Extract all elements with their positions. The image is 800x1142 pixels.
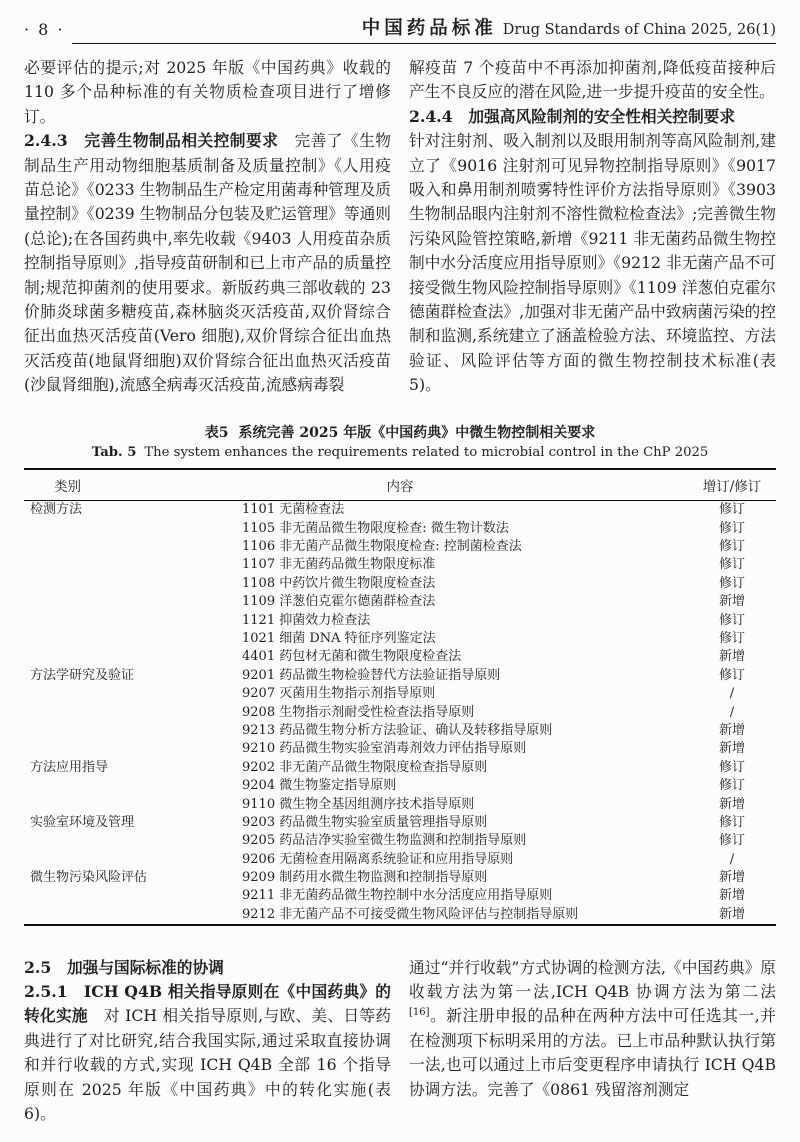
category-cell: [24, 887, 242, 905]
content-cell: 9208 生物指示剂耐受性检查法指导原则: [242, 704, 475, 720]
table-row: [24, 611, 776, 629]
category-cell: [24, 519, 242, 537]
table-row: [24, 593, 776, 611]
text-run: 完善了《生物制品生产用动物细胞基质制备及质量控制》《人用疫苗总论》《0233 生物制品生产检定用菌毒种管理及质量控制》《0239 生物制品分包装及贮运管理》等通则(总论);在各国药典中,率先收载《9403 人用疫苗杂质控制指导原则》,指导疫苗研制和已上市产品的质量控制;规范抑菌剂的使用要求。新版药典三部收载的 23 价肺炎球菌多糖疫苗,森林脑炎灭活疫苗,双价肾综合征出血热灭活疫苗(Vero 细胞),双价肾综合征出血热灭活疫苗(地鼠肾细胞)双价肾综合征出血热灭活疫苗(沙鼠肾细胞),流感全病毒灭活疫苗,流感病毒裂: [24, 131, 391, 395]
table-row: [24, 869, 776, 887]
table5-label-en: Tab. 5: [91, 444, 137, 460]
column-header-category: 类别: [24, 469, 242, 501]
table-row: [24, 777, 776, 795]
journal-title-cn: 中国药品标准: [361, 18, 497, 39]
table-row: [24, 537, 776, 555]
status-cell: 修订: [718, 557, 745, 573]
bottom-right-column: [409, 956, 776, 1127]
category-cell: [24, 777, 242, 795]
content-cell: 9207 灭菌用生物指示剂指导原则: [242, 686, 436, 702]
category-cell: 检测方法: [30, 502, 83, 518]
table-row: [24, 685, 776, 703]
table-row: [24, 629, 776, 647]
category-cell: [24, 795, 242, 813]
table-row: [24, 832, 776, 850]
content-cell: 9213 药品微生物分析方法验证、确认及转移指导原则: [242, 722, 553, 738]
category-cell: [24, 832, 242, 850]
category-cell: [24, 556, 242, 574]
table-row: [24, 519, 776, 537]
content-cell: 1021 细菌 DNA 特征序列鉴定法: [242, 631, 436, 647]
content-cell: 9206 无菌检查用隔离系统验证和应用指导原则: [242, 851, 514, 867]
top-text-section: [24, 56, 776, 398]
status-cell: 新增: [718, 906, 745, 922]
table-row: [24, 574, 776, 592]
category-cell: 方法学研究及验证: [30, 667, 135, 683]
status-cell: 修订: [718, 814, 745, 830]
bottom-text-section: [24, 956, 776, 1127]
paragraph: [24, 956, 391, 980]
table-row: [24, 666, 776, 684]
status-cell: 修订: [718, 502, 745, 518]
table-row: [24, 813, 776, 831]
status-cell: 新增: [718, 594, 745, 610]
section-heading-run: 2.5 加强与国际标准的协调: [24, 957, 224, 977]
section-heading-run: 2.4.3 完善生物制品相关控制要求: [24, 131, 279, 151]
status-cell: 修订: [718, 778, 745, 794]
status-cell: 修订: [718, 520, 745, 536]
category-cell: [24, 685, 242, 703]
category-cell: 微生物污染风险评估: [30, 870, 148, 886]
content-cell: 1105 非无菌品微生物限度检查: 微生物计数法: [242, 520, 509, 536]
paragraph: [409, 105, 776, 398]
status-cell: 修订: [718, 612, 745, 628]
category-cell: [24, 593, 242, 611]
category-cell: [24, 537, 242, 555]
table-row: [24, 721, 776, 739]
category-cell: 实验室环境及管理: [30, 814, 135, 830]
text-run: 。新注册申报的品种在两种方法中可任选其一,并在检测项下标明采用的方法。已上市品种默认执行第一法,也可以通过上市后变更程序申请执行 ICH Q4B 协调方法。完善了《0861 残留溶剂测定: [409, 1006, 776, 1099]
category-cell: [24, 850, 242, 868]
section-heading-run: 2.5.1 ICH Q4B 相关指导原则在《中国药典》的转化实施: [24, 982, 391, 1026]
content-cell: 1107 非无菌药品微生物限度标准: [242, 557, 436, 573]
table5-caption-en-text: The system enhances the requirements related to microbial control in the ChP 2025: [144, 444, 709, 460]
running-head: [24, 14, 776, 44]
content-cell: 1121 抑菌效力检查法: [242, 612, 371, 628]
table-header-row: [24, 469, 776, 501]
category-cell: [24, 703, 242, 721]
status-cell: 修订: [718, 631, 745, 647]
category-cell: 方法应用指导: [30, 759, 109, 775]
text-run: 必要评估的提示;对 2025 年版《中国药典》收载的 110 多个品种标准的有关物质检查项目进行了增修订。: [24, 58, 391, 126]
status-cell: 新增: [718, 796, 745, 812]
status-cell: 修订: [718, 575, 745, 591]
status-cell: 修订: [718, 667, 745, 683]
table-row: [24, 850, 776, 868]
status-cell: 新增: [718, 649, 745, 665]
content-cell: 9203 药品微生物实验室质量管理指导原则: [242, 814, 488, 830]
table5-header: [24, 469, 776, 501]
journal-title-en: Drug Standards of China 2025, 26(1): [502, 22, 776, 38]
content-cell: 9210 药品微生物实验室消毒剂效力评估指导原则: [242, 741, 527, 757]
category-cell: [24, 574, 242, 592]
table5-label-cn: 表5: [204, 424, 229, 441]
content-cell: 1109 洋葱伯克霍尔德菌群检查法: [242, 594, 436, 610]
content-cell: 9204 微生物鉴定指导原则: [242, 778, 397, 794]
content-cell: 4401 药包材无菌和微生物限度检查法: [242, 649, 462, 665]
text-run: 对 ICH 相关指导原则,与欧、美、日等药典进行了对比研究,结合我国实际,通过采取直接协调和并行收载的方式,实现 ICH Q4B 全部 16 个指导原则在 2025 年版《中国药典》中的转化实施(表6)。: [24, 1006, 392, 1124]
table-row: [24, 795, 776, 813]
top-left-column: [24, 56, 391, 398]
status-cell: 修订: [718, 759, 745, 775]
status-cell: /: [729, 704, 735, 720]
table-row: [24, 648, 776, 666]
status-cell: 新增: [718, 888, 745, 904]
content-cell: 9212 非无菌产品不可接受微生物风险评估与控制指导原则: [242, 906, 579, 922]
table5-section: [24, 422, 776, 926]
content-cell: 9202 非无菌产品微生物限度检查指导原则: [242, 759, 488, 775]
content-cell: 9110 微生物全基因组测序技术指导原则: [242, 796, 475, 812]
content-cell: 9201 药品微生物检验替代方法验证指导原则: [242, 667, 501, 683]
top-right-column: [409, 56, 776, 398]
text-run: 针对注射剂、吸入制剂以及眼用制剂等高风险制剂,建立了《9016 注射剂可见异物控制指导原则》《9017 吸入和鼻用制剂喷雾特性评价方法指导原则》《3903 生物制品眼内注射剂不溶性微粒检查法》;完善微生物污染风险管控策略,新增《9211 非无菌药品微生物控制中水分活度应用指导原则》《9212 非无菌产品不可接受微生物风险控制指导原则》《1109 洋葱伯克霍尔德菌群检查法》,加强对非无菌产品中致病菌污染的控制和监测,系统建立了涵盖检验方法、环境监控、方法验证、风险评估等方面的微生物控制技术标准(表 5)。: [409, 131, 776, 395]
page-number: · 8 ·: [24, 20, 65, 39]
table-row: [24, 500, 776, 519]
paragraph: [409, 956, 776, 1102]
paragraph: [409, 56, 776, 105]
table5-caption-en: [24, 445, 776, 460]
status-cell: /: [729, 686, 735, 702]
table5-caption-cn-text: 系统完善 2025 年版《中国药典》中微生物控制相关要求: [238, 424, 596, 441]
table-row: [24, 740, 776, 758]
text-run: 解疫苗 7 个疫苗中不再添加抑菌剂,降低疫苗接种后产生不良反应的潜在风险,进一步提升疫苗的安全性。: [409, 58, 776, 102]
paragraph: [24, 980, 391, 1126]
content-cell: 9209 制药用水微生物监测和控制指导原则: [242, 870, 488, 886]
table-body: [24, 500, 776, 924]
category-cell: [24, 629, 242, 647]
table5-caption-cn: [24, 422, 776, 442]
category-cell: [24, 648, 242, 666]
table-row: [24, 905, 776, 924]
column-header-status: 增订/修订: [688, 469, 776, 501]
status-cell: 修订: [718, 539, 745, 555]
status-cell: 新增: [718, 870, 745, 886]
category-cell: [24, 721, 242, 739]
bottom-left-column: [24, 956, 391, 1127]
text-run: 通过“并行收载”方式协调的检测方法,《中国药典》原收载方法为第一法,ICH Q4B 协调方法为第二法: [409, 957, 776, 1002]
table-row: [24, 556, 776, 574]
paragraph: [24, 56, 391, 129]
status-cell: 新增: [718, 722, 745, 738]
section-heading-run: 2.4.4 加强高风险制剂的安全性相关控制要求: [409, 106, 736, 126]
content-cell: 1101 无菌检查法: [242, 502, 345, 518]
table-row: [24, 703, 776, 721]
content-cell: 1106 非无菌产品微生物限度检查: 控制菌检查法: [242, 539, 522, 555]
content-cell: 9211 非无菌药品微生物控制中水分活度应用指导原则: [242, 888, 553, 904]
status-cell: 新增: [718, 741, 745, 757]
journal-title: [72, 14, 776, 44]
citation-superscript: [16]: [409, 1007, 430, 1019]
paragraph: [24, 129, 391, 397]
category-cell: [24, 611, 242, 629]
column-header-content: 内容: [242, 469, 688, 501]
category-cell: [24, 905, 242, 924]
table-row: [24, 758, 776, 776]
content-cell: 9205 药品洁净实验室微生物监测和控制指导原则: [242, 833, 527, 849]
table-row: [24, 887, 776, 905]
category-cell: [24, 740, 242, 758]
content-cell: 1108 中药饮片微生物限度检查法: [242, 575, 436, 591]
table5: [24, 468, 776, 926]
status-cell: /: [729, 851, 735, 867]
status-cell: 修订: [718, 833, 745, 849]
